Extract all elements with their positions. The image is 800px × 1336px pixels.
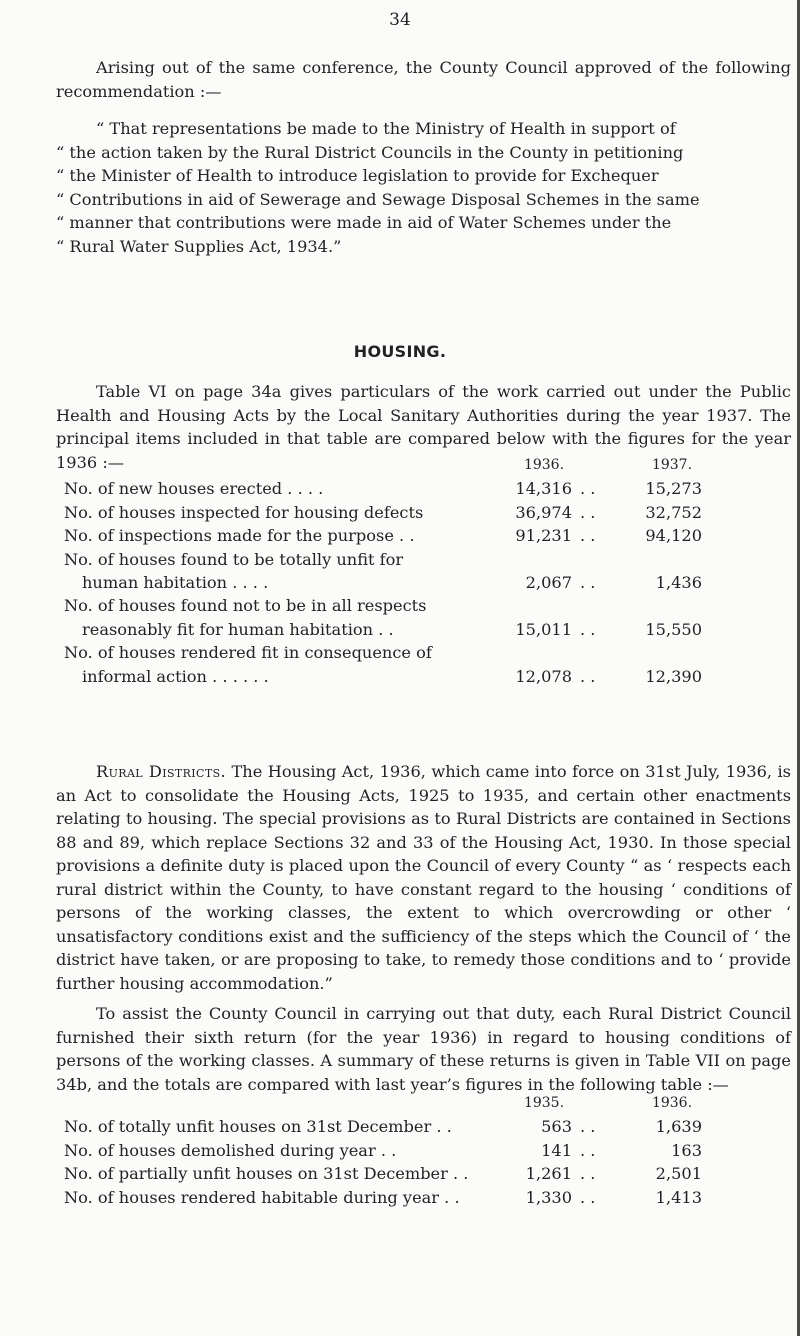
section-heading: HOUSING. — [353, 342, 447, 361]
value-1935: 1,330 — [525, 1187, 572, 1207]
row-label: No. of houses rendered fit in consequence of — [64, 643, 432, 663]
intro-text: Arising out of the same conference, the County Council approved of the following recommendation :— — [56, 58, 791, 101]
row-label: No. of houses rendered habitable during year . . — [64, 1187, 460, 1207]
column-header: 1937. — [651, 457, 693, 473]
table-row-continued — [64, 571, 724, 594]
housing-comparison-table — [64, 454, 724, 688]
value-1936: 163 — [671, 1140, 702, 1160]
quote-line: “ the Minister of Health to introduce legislation to provide for Exchequer — [56, 166, 659, 185]
rural-districts-paragraph — [56, 760, 791, 995]
table-row — [64, 1162, 724, 1185]
value-1937: 15,273 — [645, 479, 702, 499]
leader-dots: . . — [580, 526, 596, 546]
column-header: 1935. — [523, 1095, 565, 1111]
housing-intro-text: Table VI on page 34a gives particulars of the work carried out under the Public Health and Housing Acts by the Local Sanitary Authorities during the year 1937. The principal items included in that table are compared below with the figures for the year 1936 :— — [56, 382, 791, 472]
value-1936: 14,316 — [515, 479, 572, 499]
leader-dots: . . — [580, 572, 596, 592]
value-1935: 1,261 — [525, 1164, 572, 1184]
table-row — [64, 501, 724, 524]
value-1936: 91,231 — [515, 526, 572, 546]
value-1936: 2,067 — [525, 572, 572, 592]
quote-line: “ Rural Water Supplies Act, 1934.” — [56, 236, 342, 256]
row-label: No. of totally unfit houses on 31st December . . — [64, 1117, 452, 1137]
quote-line: “ Contributions in aid of Sewerage and Sewage Disposal Schemes in the same — [56, 189, 700, 209]
quote-line: “ That representations be made to the Ministry of Health in support of — [96, 119, 676, 138]
table-row — [64, 1186, 724, 1209]
value-1937: 1,436 — [655, 572, 702, 592]
leader-dots: . . — [580, 1187, 596, 1207]
table-row-continued — [64, 665, 724, 688]
leader-dots: . . — [580, 619, 596, 639]
page-number: 34 — [389, 10, 411, 30]
row-label: No. of inspections made for the purpose . . — [64, 526, 415, 546]
value-1935: 563 — [541, 1117, 572, 1137]
row-label: No. of houses found to be totally unfit for — [64, 549, 404, 569]
rural-districts-lead: Rural Districts. — [96, 762, 227, 781]
value-1936: 15,011 — [515, 619, 572, 639]
rural-districts-text: The Housing Act, 1936, which came into force on 31st July, 1936, is an Act to consolidate the Housing Acts, 1925 to 1935, and certain other enactments relating to housing. The special provisions as to Rural Districts are contained in Sections 88 and 89, which replace Sections 32 and 33 of the Housing Act, 1930. In those special provisions a definite duty is placed upon the Council of every County “ as ‘ respects each rural district within the County, to have constant regard to the housing ‘ conditions of persons of the working classes, the extent to which overcrowding or other ‘ unsatisfactory conditions exist and the sufficiency of the steps which the Council of ‘ the district have taken, or are proposing to take, to remedy those conditions and to ‘ provide further housing accommodation.” — [56, 762, 791, 993]
value-1936: 1,639 — [655, 1117, 702, 1137]
table-header-row — [64, 454, 724, 477]
value-1937: 32,752 — [645, 502, 702, 522]
leader-dots: . . — [580, 1140, 596, 1160]
table-row — [64, 1139, 724, 1162]
rural-returns-table — [64, 1092, 724, 1209]
table-row — [64, 641, 724, 664]
value-1936: 1,413 — [655, 1187, 702, 1207]
value-1937: 15,550 — [645, 619, 702, 639]
row-label: No. of houses demolished during year . . — [64, 1140, 397, 1160]
assist-text: To assist the County Council in carrying out that duty, each Rural District Council furnished their sixth return (for the year 1936) in regard to housing conditions of persons of the working classes. A summary of these returns is given in Table VII on page 34b, and the totals are compared with last year’s figures in the following table :— — [56, 1004, 791, 1094]
value-1937: 94,120 — [645, 526, 702, 546]
table-row — [64, 594, 724, 617]
leader-dots: . . — [580, 1164, 596, 1184]
assist-paragraph — [56, 1002, 791, 1096]
table-row — [64, 548, 724, 571]
column-header: 1936. — [523, 457, 565, 473]
value-1937: 12,390 — [645, 666, 702, 686]
resolution-quote — [56, 117, 794, 258]
intro-paragraph — [56, 56, 791, 103]
table-row — [64, 477, 724, 500]
row-label: No. of houses inspected for housing defects — [64, 502, 424, 522]
row-label-continued: reasonably fit for human habitation . . — [82, 619, 394, 639]
leader-dots: . . — [580, 1117, 596, 1137]
table-header-row — [64, 1092, 724, 1115]
row-label: No. of partially unfit houses on 31st December . . — [64, 1164, 469, 1184]
row-label: No. of new houses erected . . . . — [64, 479, 324, 499]
value-1936: 2,501 — [655, 1164, 702, 1184]
quote-line: “ manner that contributions were made in aid of Water Schemes under the — [56, 213, 672, 232]
value-1936: 12,078 — [515, 666, 572, 686]
column-header: 1936. — [651, 1095, 693, 1111]
row-label-continued: human habitation . . . . — [82, 572, 269, 592]
table-row — [64, 524, 724, 547]
table-row — [64, 1115, 724, 1138]
leader-dots: . . — [580, 502, 596, 522]
leader-dots: . . — [580, 666, 596, 686]
quote-line: “ the action taken by the Rural District Councils in the County in petitioning — [56, 142, 684, 162]
value-1935: 141 — [541, 1140, 572, 1160]
value-1936: 36,974 — [515, 502, 572, 522]
row-label-continued: informal action . . . . . . — [82, 666, 269, 686]
row-label: No. of houses found not to be in all respects — [64, 596, 427, 616]
leader-dots: . . — [580, 479, 596, 499]
table-row-continued — [64, 618, 724, 641]
